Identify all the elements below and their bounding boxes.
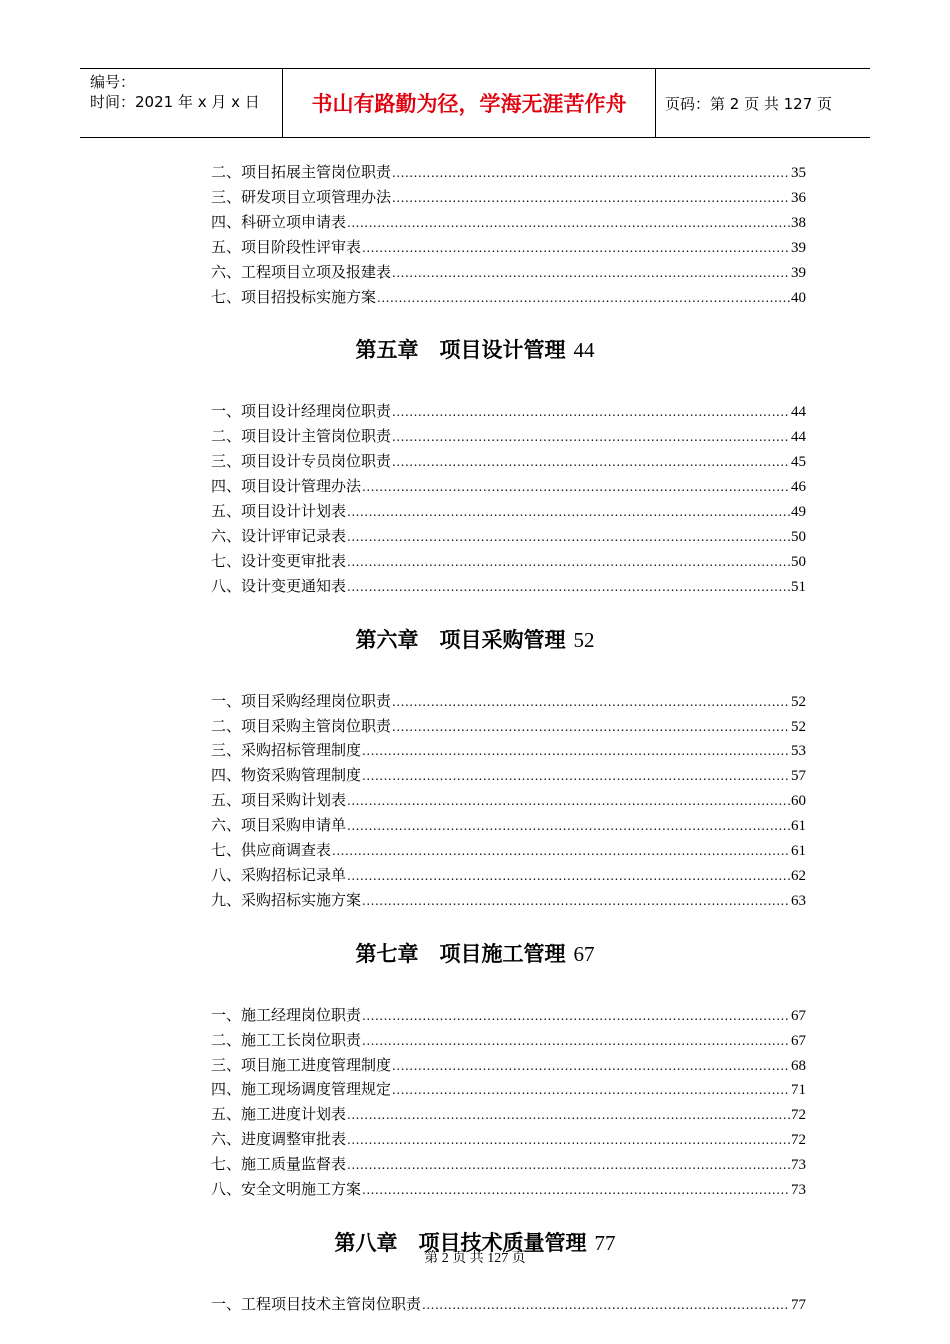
toc-leader-dots xyxy=(362,1178,790,1202)
header-page-info: 页码：第 2 页 共 127 页 xyxy=(665,94,833,113)
chapter-page: 52 xyxy=(573,627,595,652)
toc-leader-dots xyxy=(392,161,790,185)
toc-entry-label: 八、采购招标记录单 xyxy=(211,865,347,884)
toc-entry[interactable] xyxy=(211,1028,806,1052)
page-header xyxy=(80,68,870,138)
toc-leader-dots xyxy=(392,450,790,474)
toc-entry-label: 六、设计评审记录表 xyxy=(211,526,347,545)
toc-entry[interactable] xyxy=(211,260,806,284)
toc-entry[interactable] xyxy=(211,738,806,762)
toc-entry-page: 49 xyxy=(791,504,806,520)
toc-entry-page: 51 xyxy=(791,578,806,595)
toc-entry-page: 39 xyxy=(791,239,806,256)
toc-entry-page: 73 xyxy=(791,1182,806,1198)
toc-entry[interactable] xyxy=(211,863,806,887)
toc-entry-label: 二、项目设计主管岗位职责 xyxy=(211,427,392,446)
toc-entry-page: 71 xyxy=(791,1082,806,1099)
toc-entry-label: 七、供应商调查表 xyxy=(211,841,332,859)
toc-entry-label: 六、进度调整审批表 xyxy=(211,1130,347,1149)
toc-leader-dots xyxy=(362,1004,790,1028)
page-footer: 第 2 页 共 127 页 xyxy=(424,1251,526,1266)
toc-entry[interactable] xyxy=(211,185,806,209)
toc-entry-page: 50 xyxy=(791,528,806,545)
toc-entry-page: 72 xyxy=(791,1107,806,1124)
toc-entry-label: 二、项目采购主管岗位职责 xyxy=(211,716,392,735)
toc-entry-label: 一、工程项目技术主管岗位职责 xyxy=(211,1294,422,1313)
chapter-title: 第八章 项目技术质量管理 xyxy=(334,1230,587,1255)
toc-entry-label: 七、施工质量监督表 xyxy=(211,1155,347,1174)
toc-leader-dots xyxy=(392,261,790,285)
toc-entry-page: 40 xyxy=(791,289,806,306)
toc-entry-page: 77 xyxy=(791,1296,806,1313)
toc-leader-dots xyxy=(347,1153,790,1177)
toc-entry[interactable] xyxy=(211,399,806,423)
toc-leader-dots xyxy=(347,525,790,549)
toc-entry-page: 61 xyxy=(791,843,806,859)
toc-entry[interactable] xyxy=(211,763,806,787)
toc-entry-label: 一、项目采购经理岗位职责 xyxy=(211,691,392,710)
document-date: 时间：2021 年 x 月 x 日 xyxy=(90,93,260,111)
toc-entry[interactable] xyxy=(211,160,806,184)
toc-leader-dots xyxy=(392,400,790,424)
toc-entry[interactable] xyxy=(211,788,806,812)
chapter-title: 第五章 项目设计管理 xyxy=(355,338,566,363)
toc-entry-label: 七、项目招投标实施方案 xyxy=(211,287,377,306)
toc-entry-label: 一、施工经理岗位职责 xyxy=(211,1005,362,1024)
chapter-page: 67 xyxy=(573,941,595,966)
toc-leader-dots xyxy=(422,1293,790,1317)
toc-leader-dots xyxy=(347,211,790,235)
toc-entry-label: 三、研发项目立项管理办法 xyxy=(211,187,392,206)
chapter-heading xyxy=(0,334,950,364)
toc-leader-dots xyxy=(347,1128,790,1152)
toc-entry-page: 44 xyxy=(791,429,806,446)
toc-leader-dots xyxy=(362,475,790,499)
toc-entry-page: 68 xyxy=(791,1057,806,1074)
toc-entry-page: 63 xyxy=(791,892,806,909)
toc-leader-dots xyxy=(392,425,790,449)
toc-leader-dots xyxy=(347,500,790,524)
toc-entry[interactable] xyxy=(211,499,806,523)
toc-leader-dots xyxy=(347,550,790,574)
toc-entry[interactable] xyxy=(211,549,806,573)
toc-leader-dots xyxy=(392,1054,790,1078)
toc-entry[interactable] xyxy=(211,210,806,234)
toc-entry[interactable] xyxy=(211,1152,806,1176)
toc-leader-dots xyxy=(362,236,790,260)
toc-entry[interactable] xyxy=(211,813,806,837)
toc-entry[interactable] xyxy=(211,424,806,448)
toc-entry[interactable] xyxy=(211,474,806,498)
toc-entry-page: 67 xyxy=(791,1007,806,1024)
toc-entry[interactable] xyxy=(211,574,806,598)
toc-entry-label: 五、施工进度计划表 xyxy=(211,1105,347,1124)
chapter-heading xyxy=(0,938,950,968)
toc-entry[interactable] xyxy=(211,1127,806,1151)
toc-entry[interactable] xyxy=(211,524,806,548)
toc-entry-label: 七、设计变更审批表 xyxy=(211,551,347,570)
toc-entry-page: 50 xyxy=(791,553,806,570)
toc-entry-page: 46 xyxy=(791,479,806,496)
toc-leader-dots xyxy=(362,889,790,913)
toc-entry-label: 四、物资采购管理制度 xyxy=(211,766,362,785)
toc-leader-dots xyxy=(347,864,790,888)
toc-entry-page: 60 xyxy=(791,793,806,810)
toc-leader-dots xyxy=(362,739,790,763)
toc-leader-dots xyxy=(362,764,790,788)
header-meta xyxy=(80,69,282,137)
toc-entry-label: 四、项目设计管理办法 xyxy=(211,477,362,496)
toc-entry-page: 36 xyxy=(791,189,806,206)
toc-entry-label: 一、项目设计经理岗位职责 xyxy=(211,402,392,421)
document-number-label: 编号： xyxy=(90,73,136,91)
toc-leader-dots xyxy=(347,1103,790,1127)
toc-leader-dots xyxy=(392,1078,790,1102)
toc-leader-dots xyxy=(392,690,790,714)
toc-leader-dots xyxy=(347,814,790,838)
toc-entry[interactable] xyxy=(211,449,806,473)
chapter-page: 77 xyxy=(594,1230,616,1255)
toc-entry-page: 44 xyxy=(791,404,806,421)
toc-entry-label: 八、安全文明施工方案 xyxy=(211,1180,362,1198)
toc-leader-dots xyxy=(377,286,790,310)
chapter-heading xyxy=(0,624,950,654)
toc-entry-label: 三、项目施工进度管理制度 xyxy=(211,1055,392,1074)
toc-entry-page: 57 xyxy=(791,768,806,785)
toc-entry-label: 六、工程项目立项及报建表 xyxy=(211,262,392,281)
toc-leader-dots xyxy=(392,715,790,739)
toc-entry[interactable] xyxy=(211,838,806,862)
toc-entry-page: 35 xyxy=(791,165,806,181)
toc-leader-dots xyxy=(347,575,790,599)
toc-entry[interactable] xyxy=(211,1003,806,1027)
toc-entry-label: 五、项目阶段性评审表 xyxy=(211,237,362,256)
chapter-page: 44 xyxy=(573,338,595,363)
toc-entry-page: 53 xyxy=(791,743,806,760)
toc-entry[interactable] xyxy=(211,285,806,309)
toc-entry[interactable] xyxy=(211,235,806,259)
toc-entry-label: 二、施工工长岗位职责 xyxy=(211,1030,362,1049)
toc-entry[interactable] xyxy=(211,1077,806,1101)
toc-entry-page: 39 xyxy=(791,264,806,281)
toc-entry-label: 二、项目拓展主管岗位职责 xyxy=(211,163,392,181)
chapter-title: 第六章 项目采购管理 xyxy=(355,627,566,652)
toc-entry-label: 四、科研立项申请表 xyxy=(211,212,347,231)
toc-entry-label: 九、采购招标实施方案 xyxy=(211,890,362,909)
toc-entry-page: 45 xyxy=(791,454,806,471)
toc-entry-page: 61 xyxy=(791,818,806,835)
toc-entry[interactable] xyxy=(211,689,806,713)
toc-entry-page: 38 xyxy=(791,214,806,231)
toc-entry-page: 72 xyxy=(791,1132,806,1149)
toc-entry-label: 三、项目设计专员岗位职责 xyxy=(211,452,392,471)
toc-entry[interactable] xyxy=(211,888,806,912)
toc-entry-label: 四、施工现场调度管理规定 xyxy=(211,1080,392,1099)
chapter-title: 第七章 项目施工管理 xyxy=(355,941,566,966)
toc-entry[interactable] xyxy=(211,1177,806,1201)
toc-entry[interactable] xyxy=(211,1053,806,1077)
toc-leader-dots xyxy=(362,1029,790,1053)
toc-entry-label: 八、设计变更通知表 xyxy=(211,576,347,595)
toc-entry-page: 52 xyxy=(791,718,806,735)
toc-entry-page: 62 xyxy=(791,867,806,884)
toc-entry-label: 五、项目采购计划表 xyxy=(211,791,347,810)
toc-entry-page: 67 xyxy=(791,1032,806,1049)
toc-entry-label: 五、项目设计计划表 xyxy=(211,502,347,520)
toc-entry-label: 三、采购招标管理制度 xyxy=(211,741,362,760)
toc-entry[interactable] xyxy=(211,1292,806,1316)
toc-entry[interactable] xyxy=(211,714,806,738)
toc-entry-page: 52 xyxy=(791,693,806,710)
toc-leader-dots xyxy=(392,186,790,210)
toc-leader-dots xyxy=(332,839,790,863)
toc-entry[interactable] xyxy=(211,1102,806,1126)
header-motto: 书山有路勤为径，学海无涯苦作舟 xyxy=(282,69,656,137)
toc-entry-page: 73 xyxy=(791,1157,806,1174)
toc-entry-label: 六、项目采购申请单 xyxy=(211,816,347,835)
toc-leader-dots xyxy=(347,789,790,813)
